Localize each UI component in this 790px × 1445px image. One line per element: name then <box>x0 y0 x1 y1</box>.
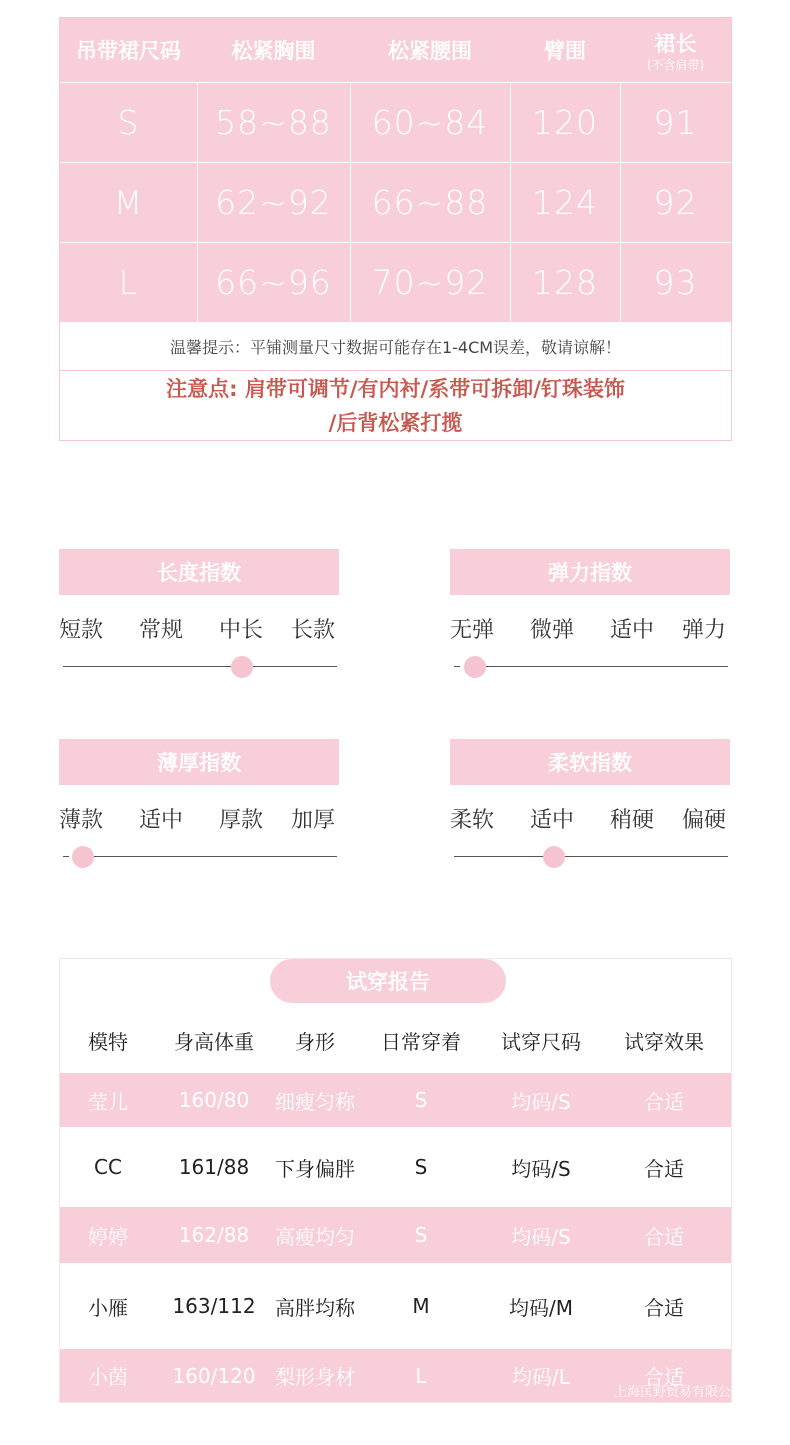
table-row <box>60 1263 731 1349</box>
height-weight: 160/80 <box>178 1088 250 1112</box>
index-option: 微弹 <box>530 618 575 643</box>
table-row <box>60 1349 731 1402</box>
index-option: 加厚 <box>291 808 336 833</box>
index-option: 适中 <box>610 618 655 643</box>
body-type: 下身偏胖 <box>275 1156 355 1181</box>
arm-cell: 124 <box>532 183 598 222</box>
index-marker <box>72 846 94 868</box>
index-option: 厚款 <box>219 808 264 833</box>
trial-fit: 合适 <box>644 1156 684 1181</box>
bust-cell: 62~92 <box>215 183 332 222</box>
report-header: 试穿尺码 <box>501 1029 581 1054</box>
table-row <box>60 1073 731 1127</box>
index-title: 薄厚指数 <box>59 739 339 785</box>
index-option: 中长 <box>219 618 264 643</box>
header-size: 吊带裙尺码 <box>76 39 181 63</box>
trial-fit: 合适 <box>644 1295 684 1320</box>
bust-cell: 66~96 <box>215 263 332 302</box>
index-option: 适中 <box>139 808 184 833</box>
report-header: 试穿效果 <box>624 1029 704 1054</box>
model-name: CC <box>94 1155 122 1179</box>
header-arm: 臂围 <box>544 39 586 63</box>
length-cell: 93 <box>653 263 698 302</box>
product-notes-line: /后背松紧打揽 <box>328 411 463 435</box>
report-header: 身形 <box>295 1029 335 1054</box>
product-notes <box>60 371 731 441</box>
height-weight: 160/120 <box>172 1363 256 1388</box>
daily-size: S <box>414 1223 428 1247</box>
elasticity-index <box>450 549 730 689</box>
header-length: 裙长 (不含肩带) <box>646 31 705 72</box>
report-header: 模特 <box>88 1029 128 1054</box>
report-header: 身高体重 <box>174 1029 254 1054</box>
company-watermark: 上海匡野贸易有限公 <box>613 1385 731 1400</box>
header-bust: 松紧胸围 <box>231 39 316 63</box>
try-on-report <box>59 958 732 1403</box>
index-option: 适中 <box>530 808 575 833</box>
daily-size: L <box>415 1363 427 1388</box>
trial-size: 均码/S <box>511 1089 571 1114</box>
size-cell: S <box>117 103 140 142</box>
index-option: 长款 <box>291 618 336 643</box>
index-track <box>454 856 728 857</box>
length-cell: 91 <box>653 103 698 142</box>
height-weight: 163/112 <box>172 1294 256 1318</box>
model-name: 小茵 <box>88 1365 128 1389</box>
index-title: 柔软指数 <box>450 739 730 785</box>
model-name: 莹儿 <box>88 1089 128 1114</box>
body-type: 梨形身材 <box>275 1365 355 1389</box>
size-cell: M <box>113 183 144 222</box>
index-track <box>63 666 337 667</box>
index-marker <box>231 656 253 678</box>
size-chart-grid <box>60 18 731 322</box>
index-option: 柔软 <box>450 808 495 833</box>
trial-size: 均码/M <box>509 1295 573 1320</box>
trial-size: 均码/L <box>512 1365 570 1389</box>
product-notes-line: 注意点: 肩带可调节/有内衬/系带可拆卸/钉珠装饰 <box>166 377 625 401</box>
report-title: 试穿报告 <box>270 959 506 1003</box>
arm-cell: 128 <box>532 263 598 302</box>
index-option: 常规 <box>139 618 184 643</box>
table-row <box>60 1127 731 1207</box>
header-length-note: (不含肩带) <box>646 57 705 72</box>
body-type: 细瘦匀称 <box>275 1089 355 1114</box>
size-chart <box>59 17 732 441</box>
report-header: 日常穿着 <box>381 1029 461 1054</box>
body-type: 高胖均称 <box>275 1295 355 1320</box>
waist-cell: 66~88 <box>371 183 489 222</box>
trial-size: 均码/S <box>511 1156 571 1181</box>
index-track <box>474 666 728 667</box>
daily-size: S <box>414 1088 428 1112</box>
thickness-index <box>59 739 339 879</box>
index-title: 长度指数 <box>59 549 339 595</box>
softness-index <box>450 739 730 879</box>
index-title: 弹力指数 <box>450 549 730 595</box>
trial-fit: 合适 <box>644 1365 684 1389</box>
height-weight: 161/88 <box>178 1155 250 1179</box>
index-option: 无弹 <box>450 618 495 643</box>
daily-size: M <box>412 1294 430 1318</box>
index-option: 薄款 <box>59 808 104 833</box>
trial-fit: 合适 <box>644 1089 684 1114</box>
index-marker <box>464 656 486 678</box>
length-cell: 92 <box>653 183 698 222</box>
daily-size: S <box>414 1155 428 1179</box>
height-weight: 162/88 <box>178 1223 250 1247</box>
length-index <box>59 549 339 689</box>
index-option: 短款 <box>59 618 104 643</box>
arm-cell: 120 <box>532 103 598 142</box>
trial-fit: 合适 <box>644 1224 684 1249</box>
bust-cell: 58~88 <box>215 103 332 142</box>
trial-size: 均码/S <box>511 1224 571 1249</box>
size-cell: L <box>118 263 139 302</box>
table-row <box>60 1207 731 1263</box>
index-option: 稍硬 <box>610 808 655 833</box>
header-waist: 松紧腰围 <box>388 39 472 63</box>
waist-cell: 60~84 <box>371 103 489 142</box>
measurement-tip: 温馨提示：平铺测量尺寸数据可能存在1-4CM误差，敬请谅解！ <box>60 322 731 371</box>
body-type: 高瘦均匀 <box>275 1224 355 1249</box>
model-name: 小雁 <box>88 1295 128 1320</box>
index-track <box>83 856 337 857</box>
index-marker <box>543 846 565 868</box>
index-option: 偏硬 <box>682 808 727 833</box>
index-option: 弹力 <box>682 618 727 643</box>
waist-cell: 70~92 <box>371 263 489 302</box>
model-name: 婷婷 <box>88 1224 128 1249</box>
